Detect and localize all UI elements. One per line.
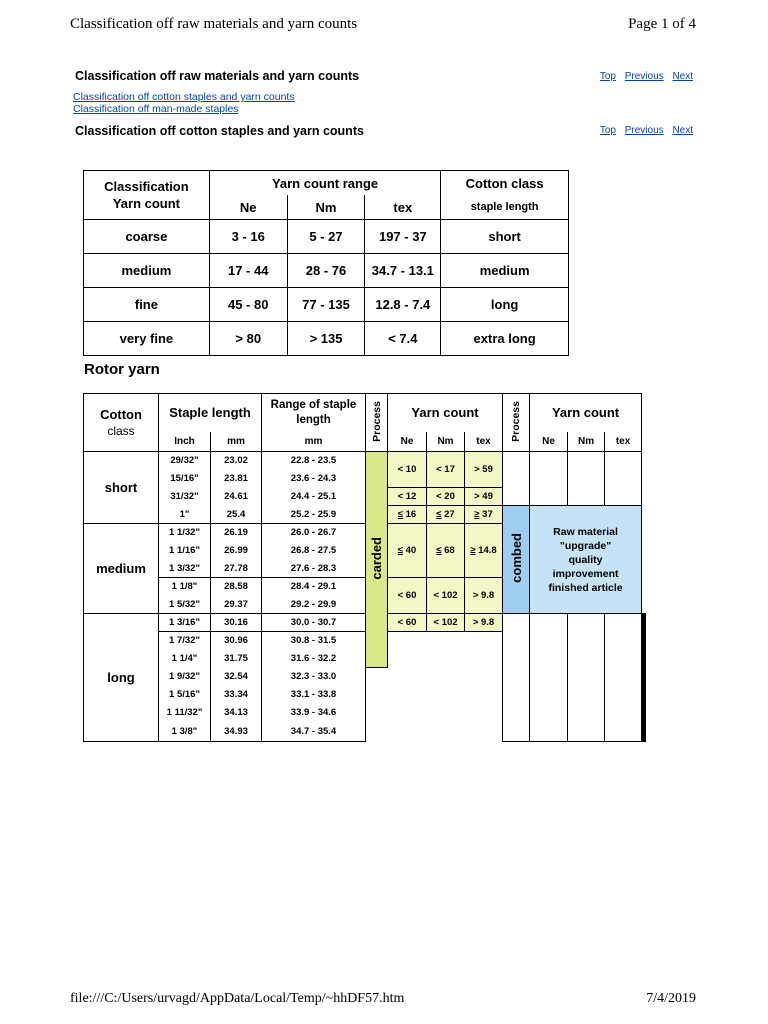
header-cotton-class: Cotton class — [84, 394, 159, 452]
cell-mm: 23.81 — [211, 470, 262, 488]
cell-class-medium: medium — [84, 524, 159, 614]
header-nm: Nm — [287, 195, 365, 220]
rotor-yarn-table — [83, 393, 646, 742]
cell-ne: 45 - 80 — [209, 288, 287, 322]
header-staple-length: Staple length — [159, 394, 262, 432]
table-row — [84, 220, 569, 254]
top-link[interactable]: Top — [599, 71, 616, 82]
cell-range: 26.0 - 26.7 — [262, 524, 366, 542]
cell-empty — [568, 614, 605, 742]
table-row — [84, 452, 646, 470]
cell-mm: 33.34 — [211, 686, 262, 704]
cell-nm: > 135 — [287, 322, 365, 356]
cell-nm: < 17 — [427, 452, 465, 488]
cell-tex: 12.8 - 7.4 — [365, 288, 441, 322]
header-yarn-count: Yarn count — [388, 394, 503, 432]
cell-mm: 26.99 — [211, 542, 262, 560]
cell-inch: 15/16" — [159, 470, 211, 488]
cell-range: 27.6 - 28.3 — [262, 560, 366, 578]
cell-cotton-class: extra long — [441, 322, 569, 356]
upgrade-note: Raw material "upgrade" quality improvement finished article — [530, 506, 642, 614]
process-empty — [503, 614, 530, 742]
cell-range: 28.4 - 29.1 — [262, 578, 366, 596]
cell-range: 23.6 - 24.3 — [262, 470, 366, 488]
cell-inch: 1 1/16" — [159, 542, 211, 560]
cell-tex: > 9.8 — [465, 578, 503, 614]
cell-inch: 31/32" — [159, 488, 211, 506]
print-footer-date: 7/4/2019 — [646, 991, 696, 1006]
print-header-page: Page 1 of 4 — [628, 16, 696, 32]
header-ne: Ne — [209, 195, 287, 220]
header-tex: tex — [365, 195, 441, 220]
cell-tex: ≥ 14.8 — [465, 524, 503, 578]
header-yarn-count-2: Yarn count — [530, 394, 642, 432]
header-nm: Nm — [427, 432, 465, 452]
cell-mm: 34.13 — [211, 704, 262, 722]
table-row — [84, 254, 569, 288]
cell-mm: 24.61 — [211, 488, 262, 506]
cell-mm: 25.4 — [211, 506, 262, 524]
cell-nm: ≤ 68 — [427, 524, 465, 578]
cell-empty — [530, 452, 568, 506]
cell-mm: 29.37 — [211, 596, 262, 614]
cell-nm: 5 - 27 — [287, 220, 365, 254]
previous-link[interactable]: Previous — [624, 71, 664, 82]
header-classification: Classification Yarn count — [84, 171, 210, 220]
cell-nm: 77 - 135 — [287, 288, 365, 322]
cell-range: 30.0 - 30.7 — [262, 614, 366, 632]
toc-link-cotton-staples[interactable]: Classification off cotton staples and yarn counts — [73, 91, 295, 103]
cell-nm: < 102 — [427, 614, 465, 632]
cell-nm: ≤ 27 — [427, 506, 465, 524]
cell-classification: coarse — [84, 220, 210, 254]
cell-ne: 3 - 16 — [209, 220, 287, 254]
cell-inch: 1 3/32" — [159, 560, 211, 578]
header-tex-2: tex — [605, 432, 642, 452]
cell-cotton-class: short — [441, 220, 569, 254]
header-ne: Ne — [388, 432, 427, 452]
header-mm: mm — [211, 432, 262, 452]
cell-empty — [605, 614, 642, 742]
header-staple-length: staple length — [441, 195, 569, 220]
cell-range: 24.4 - 25.1 — [262, 488, 366, 506]
cell-nm: < 20 — [427, 488, 465, 506]
header-range-mm: mm — [262, 432, 366, 452]
cell-nm: < 102 — [427, 578, 465, 614]
table-row — [84, 288, 569, 322]
cell-tex: > 9.8 — [465, 614, 503, 632]
cell-tex: > 49 — [465, 488, 503, 506]
cell-inch: 1 7/32" — [159, 632, 211, 650]
cell-ne: < 10 — [388, 452, 427, 488]
cell-mm: 30.16 — [211, 614, 262, 632]
cell-inch: 1 5/16" — [159, 686, 211, 704]
toc-link-man-made-staples[interactable]: Classification off man-made staples — [73, 103, 239, 115]
cell-mm: 23.02 — [211, 452, 262, 470]
next-link[interactable]: Next — [672, 71, 693, 82]
cell-inch: 1 9/32" — [159, 668, 211, 686]
section-heading-raw-materials: Classification off raw materials and yarn counts — [75, 69, 360, 83]
nav-links-top — [594, 71, 693, 82]
cell-inch: 1 1/32" — [159, 524, 211, 542]
cell-inch: 1 11/32" — [159, 704, 211, 722]
cell-ne: < 60 — [388, 578, 427, 614]
cell-tex: 34.7 - 13.1 — [365, 254, 441, 288]
print-footer-path: file:///C:/Users/urvagd/AppData/Local/Temp/~hhDF57.htm — [70, 991, 405, 1006]
header-ne-2: Ne — [530, 432, 568, 452]
cell-inch: 1 1/8" — [159, 578, 211, 596]
cell-ne: ≤ 16 — [388, 506, 427, 524]
cell-class-short: short — [84, 452, 159, 524]
cell-ne: ≤ 40 — [388, 524, 427, 578]
cell-tex: < 7.4 — [365, 322, 441, 356]
cell-range: 22.8 - 23.5 — [262, 452, 366, 470]
cell-ne: 17 - 44 — [209, 254, 287, 288]
cell-classification: very fine — [84, 322, 210, 356]
process-carded: carded — [366, 452, 388, 668]
header-process-2: Process — [503, 394, 530, 452]
cell-range: 34.7 - 35.4 — [262, 722, 366, 742]
table-row — [84, 614, 646, 632]
cell-ne: < 12 — [388, 488, 427, 506]
process-empty — [503, 452, 530, 506]
cell-empty — [645, 614, 646, 742]
print-header-title: Classification off raw materials and yarn counts — [70, 16, 358, 32]
cell-range: 30.8 - 31.5 — [262, 632, 366, 650]
cell-range: 29.2 - 29.9 — [262, 596, 366, 614]
cell-mm: 28.58 — [211, 578, 262, 596]
header-nm-2: Nm — [568, 432, 605, 452]
cell-inch: 1 3/16" — [159, 614, 211, 632]
cell-range: 26.8 - 27.5 — [262, 542, 366, 560]
next-link[interactable]: Next — [672, 125, 693, 136]
cell-cotton-class: medium — [441, 254, 569, 288]
cell-inch: 29/32" — [159, 452, 211, 470]
cell-inch: 1 3/8" — [159, 722, 211, 742]
cell-empty — [568, 452, 605, 506]
table-of-contents — [73, 91, 295, 115]
cell-range: 32.3 - 33.0 — [262, 668, 366, 686]
cell-cotton-class: long — [441, 288, 569, 322]
cell-range: 31.6 - 32.2 — [262, 650, 366, 668]
rotor-yarn-title: Rotor yarn — [84, 361, 160, 378]
nav-links-section — [594, 125, 693, 136]
header-inch: Inch — [159, 432, 211, 452]
header-yarn-count-range: Yarn count range — [209, 171, 440, 196]
cell-tex: ≥ 37 — [465, 506, 503, 524]
cell-classification: fine — [84, 288, 210, 322]
header-range-of-staple-length: Range of staple length — [262, 394, 366, 432]
cell-ne: > 80 — [209, 322, 287, 356]
cell-mm: 26.19 — [211, 524, 262, 542]
cell-mm: 27.78 — [211, 560, 262, 578]
section-heading-cotton-staples: Classification off cotton staples and yarn counts — [75, 124, 364, 138]
process-combed: combed — [503, 506, 530, 614]
cell-class-long: long — [84, 614, 159, 742]
cell-inch: 1" — [159, 506, 211, 524]
cell-range: 33.9 - 34.6 — [262, 704, 366, 722]
cell-mm: 34.93 — [211, 722, 262, 742]
cell-inch: 1 5/32" — [159, 596, 211, 614]
cell-range: 33.1 - 33.8 — [262, 686, 366, 704]
cell-tex: > 59 — [465, 452, 503, 488]
cell-classification: medium — [84, 254, 210, 288]
cell-nm: 28 - 76 — [287, 254, 365, 288]
table-row — [84, 506, 646, 524]
cell-mm: 30.96 — [211, 632, 262, 650]
cell-mm: 32.54 — [211, 668, 262, 686]
top-link[interactable]: Top — [599, 125, 616, 136]
header-process: Process — [366, 394, 388, 452]
table-row — [84, 322, 569, 356]
cell-empty — [605, 452, 642, 506]
cell-range: 25.2 - 25.9 — [262, 506, 366, 524]
header-tex: tex — [465, 432, 503, 452]
cell-tex: 197 - 37 — [365, 220, 441, 254]
cell-ne: < 60 — [388, 614, 427, 632]
previous-link[interactable]: Previous — [624, 125, 664, 136]
cell-inch: 1 1/4" — [159, 650, 211, 668]
cell-empty — [530, 614, 568, 742]
yarn-count-classification-table — [83, 170, 569, 356]
cell-mm: 31.75 — [211, 650, 262, 668]
header-cotton-class: Cotton class — [441, 171, 569, 196]
